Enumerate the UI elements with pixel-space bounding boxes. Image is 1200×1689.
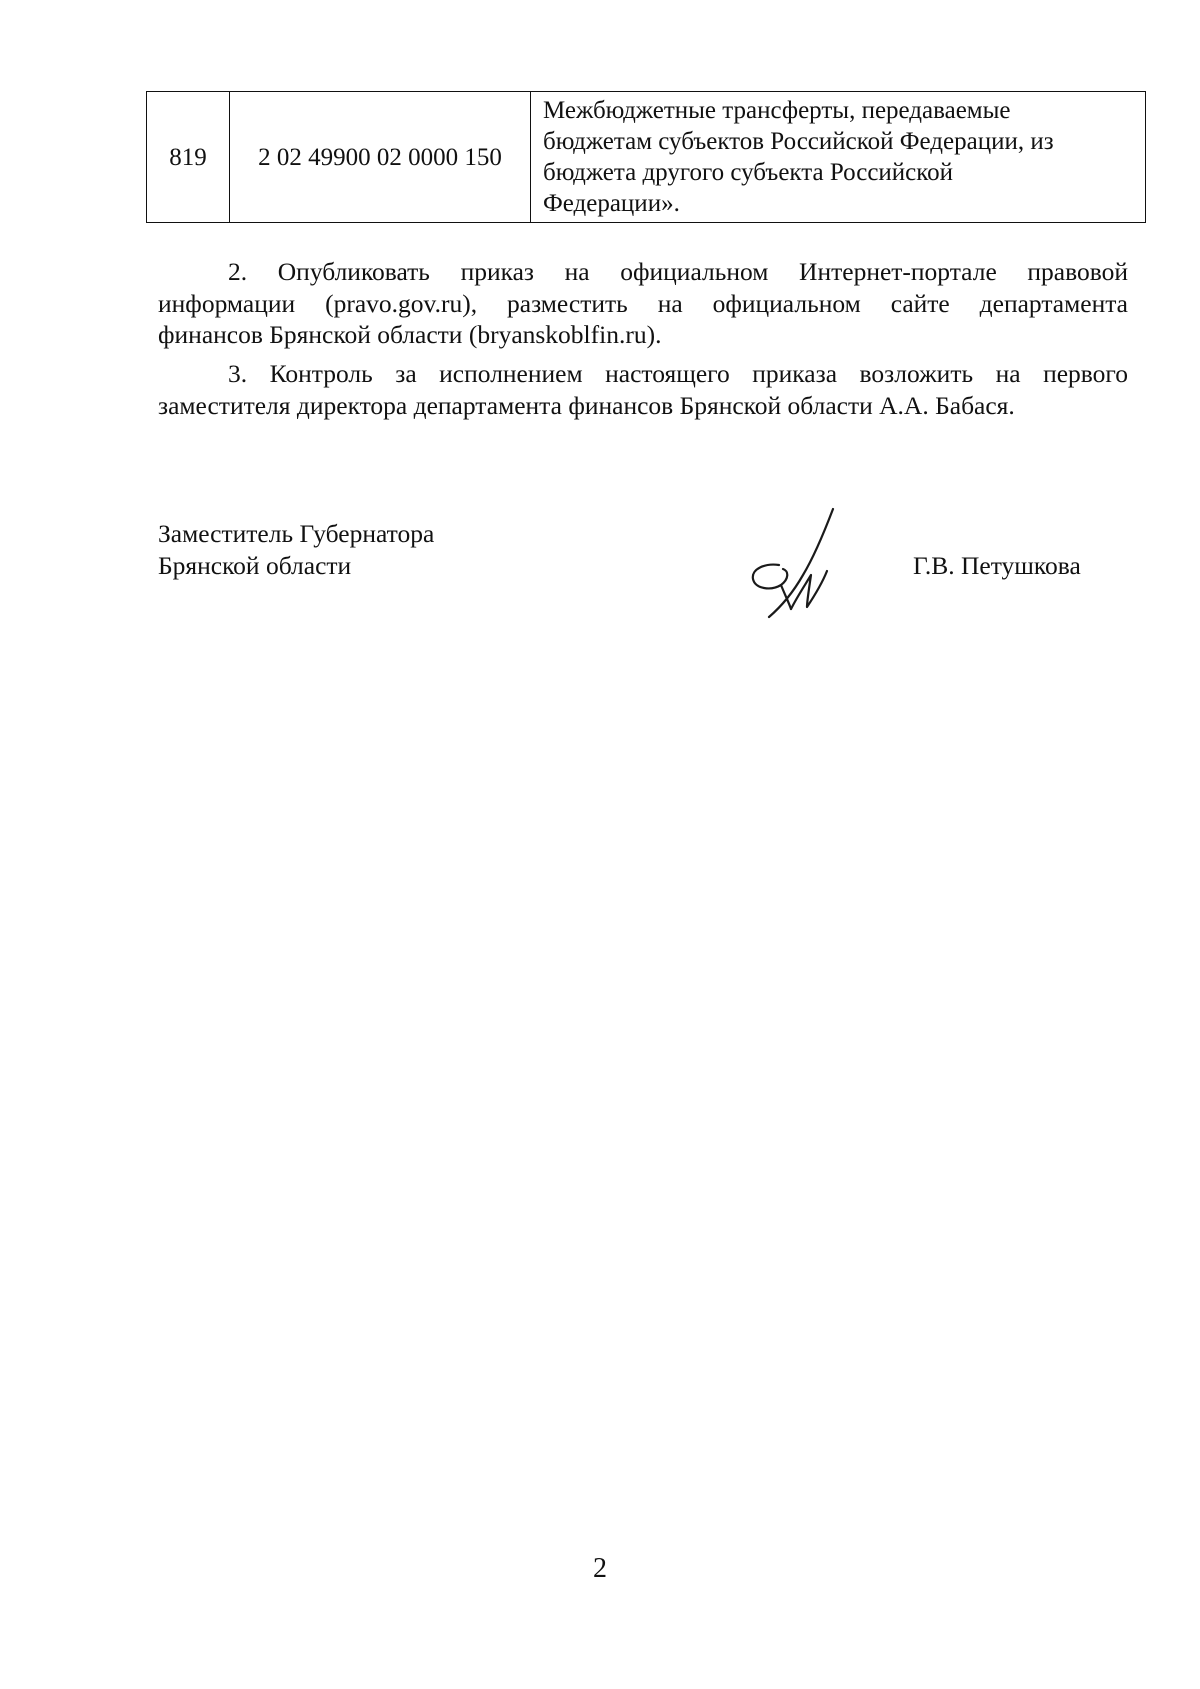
paragraph-line: заместителя директора департамента финансов Брянской области А.А. Бабася. <box>158 390 1015 420</box>
handwritten-signature <box>745 505 855 620</box>
paragraph-item-2 <box>158 256 1128 351</box>
budget-code-table <box>146 91 1146 223</box>
paragraph-line: 3. Контроль за исполнением настоящего приказа возложить на первого <box>228 359 1128 388</box>
signatory-position-line: Заместитель Губернатора <box>158 519 435 548</box>
paragraph-item-3 <box>158 358 1128 421</box>
admin-code-cell: 819 <box>147 92 230 223</box>
signatory-position <box>158 518 434 581</box>
description-line: Федерации». <box>543 190 680 217</box>
paragraph-line: финансов Брянской области (bryanskoblfin.ru). <box>158 320 662 349</box>
signatory-name: Г.В. Петушкова <box>913 551 1081 580</box>
signatory-position-line: Брянской области <box>158 550 352 580</box>
page-number: 2 <box>593 1553 607 1584</box>
paragraph-line: информации (pravo.gov.ru), разместить на официальном сайте департамента <box>158 288 1128 318</box>
classification-code-cell: 2 02 49900 02 0000 150 <box>230 92 531 223</box>
paragraph-line: 2. Опубликовать приказ на официальном Интернет-портале правовой <box>228 257 1128 286</box>
description-line: бюджетам субъектов Российской Федерации, из <box>543 128 1054 155</box>
description-cell <box>531 92 1146 223</box>
table-row <box>147 92 1146 223</box>
description-line: бюджета другого субъекта Российской <box>543 159 954 186</box>
description-line: Межбюджетные трансферты, передаваемые <box>543 97 1011 124</box>
